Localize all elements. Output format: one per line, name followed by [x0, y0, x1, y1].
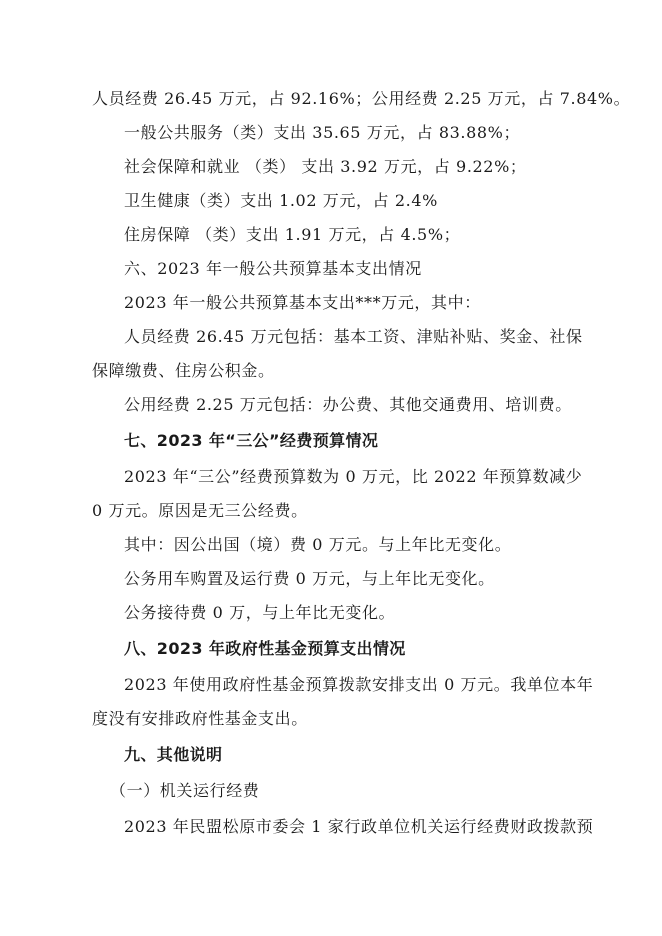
personnel-detail-line: 人员经费 26.45 万元包括：基本工资、津贴补贴、奖金、社保 — [124, 327, 583, 346]
three-public-budget-line: 2023 年“三公”经费预算数为 0 万元，比 2022 年预算数减少 — [124, 467, 583, 486]
housing-line: 住房保障 （类）支出 1.91 万元，占 4.5%； — [124, 225, 461, 244]
section-nine-heading: 九、其他说明 — [124, 745, 223, 764]
section-eight-heading: 八、2023 年政府性基金预算支出情况 — [124, 639, 406, 658]
public-expense-detail-line: 公用经费 2.25 万元包括：办公费、其他交通费用、培训费。 — [124, 395, 572, 414]
section-six-heading: 六、2023 年一般公共预算基本支出情况 — [124, 259, 422, 278]
reception-expense-line: 公务接待费 0 万，与上年比无变化。 — [124, 603, 396, 622]
health-line: 卫生健康（类）支出 1.02 万元，占 2.4% — [124, 191, 438, 210]
government-fund-continued: 度没有安排政府性基金支出。 — [92, 709, 308, 728]
three-public-budget-continued: 0 万元。原因是无三公经费。 — [92, 501, 308, 520]
personnel-detail-continued: 保障缴费、住房公积金。 — [92, 361, 275, 380]
personnel-public-ratio-line: 人员经费 26.45 万元，占 92.16%；公用经费 2.25 万元，占 7.84%。 — [92, 89, 631, 108]
government-fund-line: 2023 年使用政府性基金预算拨款安排支出 0 万元。我单位本年 — [124, 675, 594, 694]
social-security-line: 社会保障和就业 （类） 支出 3.92 万元，占 9.22%； — [124, 157, 527, 176]
general-public-service-line: 一般公共服务（类）支出 35.65 万元，占 83.88%； — [124, 123, 521, 142]
operating-expense-line: 2023 年民盟松原市委会 1 家行政单位机关运行经费财政拨款预 — [124, 817, 594, 836]
official-vehicle-line: 公务用车购置及运行费 0 万元，与上年比无变化。 — [124, 569, 495, 588]
subsection-one-heading: （一）机关运行经费 — [110, 781, 260, 800]
section-seven-heading: 七、2023 年“三公”经费预算情况 — [124, 431, 379, 450]
basic-expenditure-line: 2023 年一般公共预算基本支出***万元，其中： — [124, 293, 481, 312]
overseas-travel-line: 其中：因公出国（境）费 0 万元。与上年比无变化。 — [124, 535, 512, 554]
